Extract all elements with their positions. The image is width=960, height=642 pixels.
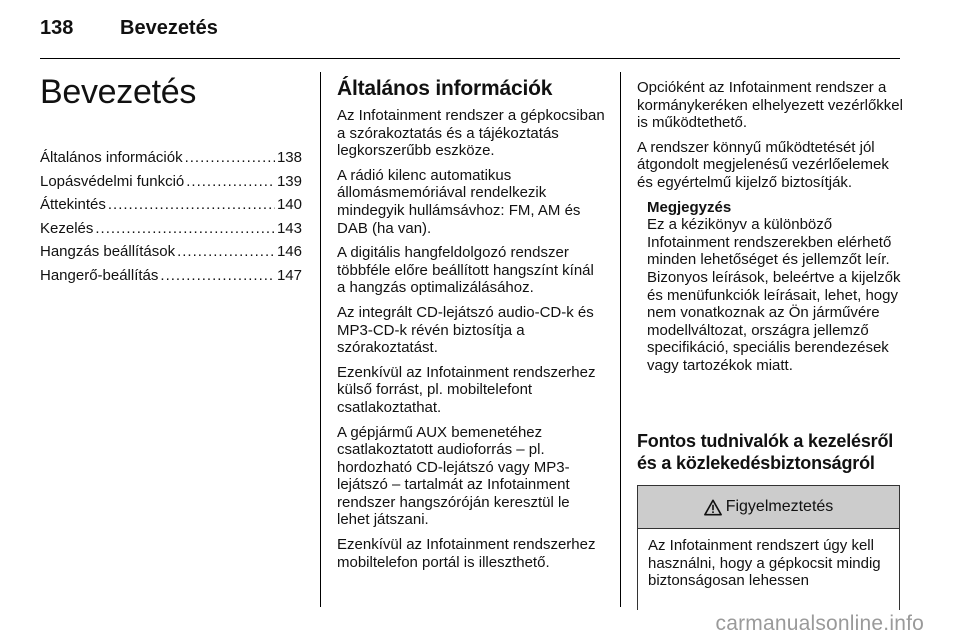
paragraph: Ezenkívül az Infotainment rendszerhez mobiltelefon portál is illeszthető. [337, 536, 596, 571]
warning-triangle-icon [704, 499, 722, 516]
paragraph: A gépjármű AUX bemenetéhez csatlakoztatott audioforrás – pl. hordozható CD-lejátszó vagy MP3-lejátszó – tartalmát az Infotainment rendszer hangszóróján keresztül le lehet játszani. [337, 423, 570, 529]
header-rule [40, 58, 900, 59]
toc-entry[interactable]: Hangerő-beállítás ..... 147 [40, 267, 302, 291]
warning-header [638, 486, 899, 529]
section-title-general: Általános információk [337, 77, 553, 100]
warning-box [637, 485, 900, 610]
paragraph: A digitális hangfeldolgozó rendszer többféle előre beállított hangszínt kínál a hangzás optimalizálásához. [337, 244, 594, 297]
note-block [647, 199, 905, 375]
chapter-title: Bevezetés [40, 73, 197, 111]
paragraph: A rendszer könnyű működtetését jól átgondolt megjelenésű vezérlőelemek és egyértelmű kijelző biztosítják. [637, 138, 889, 191]
footer-watermark: carmanualsonline.info [715, 612, 924, 635]
toc-entry[interactable]: Általános információk ..... 138 [40, 149, 302, 173]
toc-entry[interactable]: Hangzás beállítások ..... 146 [40, 243, 302, 267]
paragraph: Ezenkívül az Infotainment rendszerhez külső forrást, pl. mobiltelefont csatlakoztathat. [337, 363, 596, 416]
paragraph: A rádió kilenc automatikus állomásmemóriával rendelkezik mindegyik hullámsávhoz: FM, AM és DAB (ha van). [337, 166, 581, 237]
warning-text: Az Infotainment rendszert úgy kell használni, hogy a gépkocsit mindig biztonságosan lehessen [648, 537, 881, 590]
note-title: Megjegyzés [647, 198, 732, 216]
page-number: 138 [40, 17, 74, 39]
general-body-continued [637, 79, 905, 375]
warning-heading: Figyelmeztetés [725, 498, 834, 515]
toc-entry[interactable]: Lopásvédelmi funkció ..... 139 [40, 173, 302, 197]
note-text: Ez a kézikönyv a különböző Infotainment rendszerekben elérhető minden lehetőséget és jellemzőt leír. Bizonyos leírások, beleértve a kijelzők és menüfunkciók leírásait, lehet, hogy nem vonatkoznak az Ön járművére modellváltozat, országra jellemző specifikáció, speciális berendezések vagy tartozékok miatt. [647, 216, 901, 374]
paragraph: Az Infotainment rendszer a gépkocsiban a szórakoztatás és a tájékoztatás legkorszerűbb eszköze. [337, 107, 605, 160]
page-header [40, 17, 900, 57]
general-body [337, 107, 605, 578]
paragraph: Opcióként az Infotainment rendszer a kormánykeréken elhelyezett vezérlőkkel is működtethető. [637, 79, 903, 132]
paragraph: Az integrált CD-lejátszó audio-CD-k és MP3-CD-k révén biztosítja a szórakoztatást. [337, 303, 594, 357]
toc-entry[interactable]: Kezelés ..... 143 [40, 220, 302, 244]
toc-entry[interactable]: Áttekintés ..... 140 [40, 196, 302, 220]
section-title-safety: Fontos tudnivalók a kezelésről és a közlekedésbiztonságról [637, 431, 894, 473]
column-divider-2 [620, 72, 621, 607]
column-divider-1 [320, 72, 321, 607]
running-title: Bevezetés [120, 17, 218, 39]
table-of-contents [40, 149, 302, 290]
